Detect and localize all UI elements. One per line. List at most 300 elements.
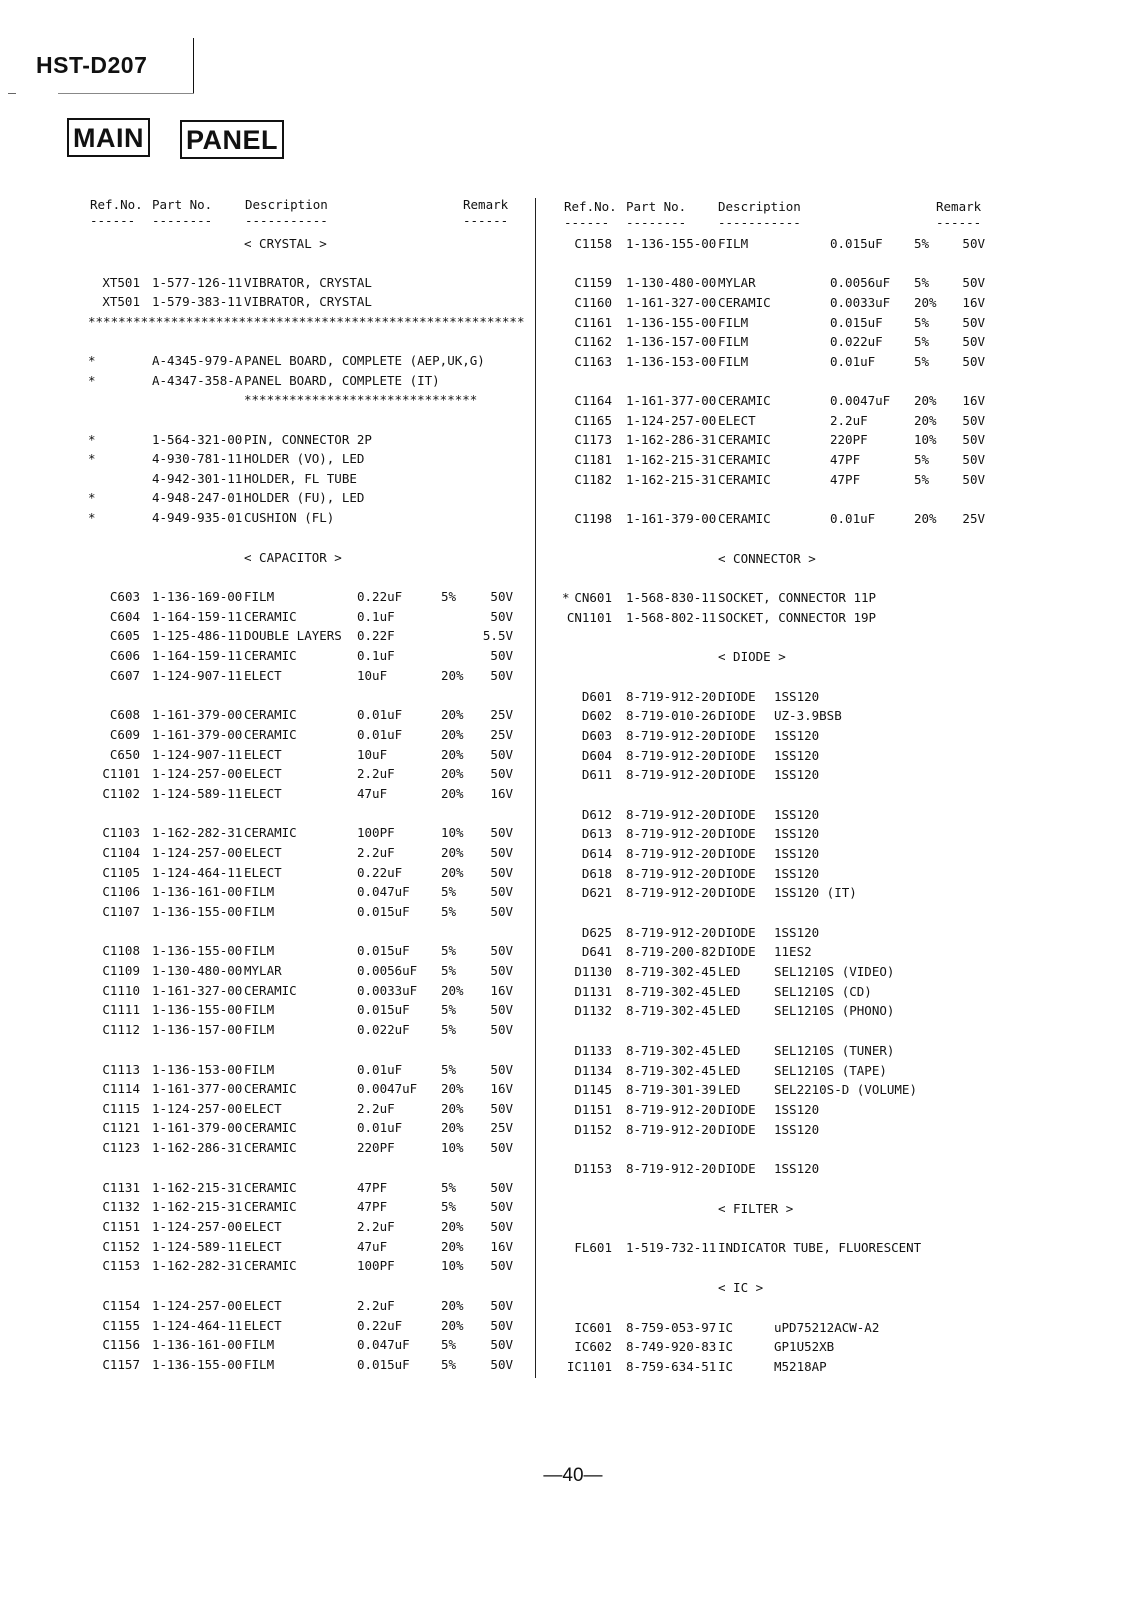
value: 2.2uF — [357, 1298, 395, 1313]
part-no: 8-719-302-45 — [626, 1043, 717, 1058]
section-heading — [536, 550, 1146, 568]
part-row — [536, 845, 1146, 863]
header-description: Description — [245, 197, 328, 212]
header-remark-rule: ------ — [936, 215, 982, 230]
part-row — [536, 1358, 1146, 1376]
tolerance: 10% — [914, 432, 937, 447]
header-part-rule: -------- — [626, 215, 687, 230]
ref-no: IC1101 — [566, 1359, 612, 1374]
part-no: 8-719-912-20 — [626, 689, 717, 704]
ref-no: C1121 — [102, 1120, 140, 1135]
description: HOLDER (FU), LED — [244, 490, 365, 505]
ref-no: C1103 — [102, 825, 140, 840]
value: 2.2uF — [830, 413, 868, 428]
value: 0.015uF — [357, 904, 410, 919]
part-row — [0, 489, 1146, 507]
ref-no: C1109 — [102, 963, 140, 978]
ref-no: IC602 — [574, 1339, 612, 1354]
part-row — [0, 627, 1146, 645]
new-part-mark: * — [88, 432, 96, 447]
description: ELECT — [244, 668, 282, 683]
ref-no: D614 — [581, 846, 612, 861]
tolerance: 5% — [914, 334, 930, 349]
part-no: 1-124-589-11 — [152, 1239, 243, 1254]
part-no: 8-719-302-45 — [626, 984, 717, 999]
part-no: 1-577-126-11 — [152, 275, 243, 290]
ref-no: C608 — [109, 707, 140, 722]
part-row — [536, 1042, 1146, 1060]
value: 0.015uF — [357, 1002, 410, 1017]
part-no: 1-130-480-00 — [626, 275, 717, 290]
ref-no: C1156 — [102, 1337, 140, 1352]
header-ref-no: Ref.No. — [564, 199, 617, 214]
ref-no: XT501 — [102, 294, 140, 309]
part-no: 1-162-215-31 — [626, 472, 717, 487]
description: DIODE — [718, 807, 756, 822]
ref-no: FL601 — [574, 1240, 612, 1255]
section-label: < DIODE > — [718, 649, 786, 664]
ref-no: D1145 — [574, 1082, 612, 1097]
description: LED — [718, 1063, 741, 1078]
voltage: 50V — [962, 315, 985, 330]
ref-no: D602 — [581, 708, 612, 723]
part-row — [536, 806, 1146, 824]
part-row — [536, 884, 1146, 902]
value: 100PF — [357, 825, 395, 840]
description: DIODE — [718, 826, 756, 841]
description: IC — [718, 1339, 734, 1354]
description: ELECT — [244, 845, 282, 860]
description: CERAMIC — [244, 1120, 297, 1135]
component-type: SEL1210S (TUNER) — [774, 1043, 895, 1058]
part-row — [536, 924, 1146, 942]
part-row — [536, 333, 1146, 351]
tolerance: 20% — [441, 1318, 464, 1333]
ref-no: D641 — [581, 944, 612, 959]
voltage: 16V — [962, 393, 985, 408]
voltage: 50V — [490, 609, 513, 624]
part-row — [536, 707, 1146, 725]
part-no: A-4347-358-A — [152, 373, 243, 388]
value: 0.01uF — [830, 511, 876, 526]
description: CERAMIC — [244, 727, 297, 742]
ref-no: D1133 — [574, 1043, 612, 1058]
voltage: 50V — [490, 1002, 513, 1017]
part-row — [0, 1179, 1146, 1197]
part-no: 1-161-379-00 — [152, 707, 243, 722]
value: 0.0033uF — [830, 295, 891, 310]
ref-no: C1104 — [102, 845, 140, 860]
ref-no: C1132 — [102, 1199, 140, 1214]
value: 47PF — [357, 1199, 388, 1214]
part-row — [536, 1002, 1146, 1020]
part-no: 8-719-912-20 — [626, 767, 717, 782]
part-no: 1-161-327-00 — [152, 983, 243, 998]
value: 0.015uF — [830, 315, 883, 330]
part-row — [536, 865, 1146, 883]
component-type: uPD75212ACW-A2 — [774, 1320, 880, 1335]
tolerance: 20% — [441, 1120, 464, 1135]
part-no: 1-124-907-11 — [152, 668, 243, 683]
voltage: 16V — [490, 1239, 513, 1254]
value: 2.2uF — [357, 845, 395, 860]
voltage: 50V — [490, 884, 513, 899]
part-no: 1-124-257-00 — [152, 845, 243, 860]
voltage: 50V — [490, 963, 513, 978]
part-no: 8-719-912-20 — [626, 748, 717, 763]
description: DIODE — [718, 1102, 756, 1117]
part-no: 8-719-912-20 — [626, 1161, 717, 1176]
ref-no: D1130 — [574, 964, 612, 979]
voltage: 50V — [490, 648, 513, 663]
tolerance: 5% — [441, 1357, 457, 1372]
header-part-no: Part No. — [626, 199, 687, 214]
part-no: 1-130-480-00 — [152, 963, 243, 978]
title-box-main: MAIN — [67, 118, 150, 157]
tolerance: 20% — [914, 413, 937, 428]
ref-no: C1111 — [102, 1002, 140, 1017]
ref-no: D1134 — [574, 1063, 612, 1078]
tolerance: 5% — [441, 963, 457, 978]
value: 0.015uF — [357, 1357, 410, 1372]
description: DIODE — [718, 1122, 756, 1137]
ref-no: C1173 — [574, 432, 612, 447]
new-part-mark: * — [562, 590, 570, 605]
value: 0.01uF — [357, 1120, 403, 1135]
voltage: 50V — [962, 452, 985, 467]
component-type: M5218AP — [774, 1359, 827, 1374]
voltage: 50V — [490, 845, 513, 860]
section-label: < FILTER > — [718, 1201, 794, 1216]
description: DIODE — [718, 846, 756, 861]
component-type: 1SS120 — [774, 866, 820, 881]
part-no: 1-564-321-00 — [152, 432, 243, 447]
section-label: < CAPACITOR > — [244, 550, 342, 565]
part-no: 8-749-920-83 — [626, 1339, 717, 1354]
value: 2.2uF — [357, 1219, 395, 1234]
voltage: 50V — [490, 1022, 513, 1037]
component-type: 1SS120 — [774, 1102, 820, 1117]
voltage: 16V — [962, 295, 985, 310]
description: ELECT — [244, 1318, 282, 1333]
description: CERAMIC — [244, 1140, 297, 1155]
part-row — [536, 471, 1146, 489]
description: IC — [718, 1320, 734, 1335]
part-row — [536, 825, 1146, 843]
ref-no: C1153 — [102, 1258, 140, 1273]
value: 0.22F — [357, 628, 395, 643]
description: FILM — [244, 1022, 275, 1037]
tolerance: 5% — [441, 1180, 457, 1195]
description: ELECT — [244, 1239, 282, 1254]
description: FILM — [718, 236, 749, 251]
ref-no: C1160 — [574, 295, 612, 310]
component-type: GP1U52XB — [774, 1339, 835, 1354]
description: ELECT — [244, 1219, 282, 1234]
new-part-mark: * — [88, 510, 96, 525]
voltage: 16V — [490, 786, 513, 801]
separator-stars: ********************************************************** — [88, 314, 525, 329]
description: CERAMIC — [718, 393, 771, 408]
voltage: 50V — [490, 1298, 513, 1313]
ref-no: C1123 — [102, 1140, 140, 1155]
voltage: 25V — [490, 1120, 513, 1135]
part-no: 1-136-161-00 — [152, 1337, 243, 1352]
part-no: 1-568-830-11 — [626, 590, 717, 605]
voltage: 50V — [962, 354, 985, 369]
part-no: A-4345-979-A — [152, 353, 243, 368]
tolerance: 5% — [914, 275, 930, 290]
description: DIODE — [718, 944, 756, 959]
ref-no: D1152 — [574, 1122, 612, 1137]
value: 0.022uF — [357, 1022, 410, 1037]
part-no: 8-759-634-51 — [626, 1359, 717, 1374]
description: FILM — [718, 354, 749, 369]
tolerance: 20% — [441, 1239, 464, 1254]
part-row — [536, 1101, 1146, 1119]
voltage: 50V — [490, 747, 513, 762]
component-type: 1SS120 — [774, 767, 820, 782]
description: SOCKET, CONNECTOR 19P — [718, 610, 877, 625]
voltage: 50V — [962, 472, 985, 487]
tolerance: 20% — [441, 1298, 464, 1313]
part-no: 4-948-247-01 — [152, 490, 243, 505]
description: DIODE — [718, 885, 756, 900]
part-row — [536, 235, 1146, 253]
value: 47PF — [357, 1180, 388, 1195]
header-rule-vertical — [193, 38, 194, 94]
component-type: 1SS120 — [774, 728, 820, 743]
part-row — [536, 963, 1146, 981]
description: VIBRATOR, CRYSTAL — [244, 294, 372, 309]
ref-no: C1163 — [574, 354, 612, 369]
tolerance: 5% — [441, 943, 457, 958]
description: CERAMIC — [244, 609, 297, 624]
tolerance: 10% — [441, 1258, 464, 1273]
part-no: 1-162-286-31 — [626, 432, 717, 447]
value: 47uF — [357, 1239, 388, 1254]
header-part-rule: -------- — [152, 213, 213, 228]
ref-no: C1110 — [102, 983, 140, 998]
ref-no: C1164 — [574, 393, 612, 408]
part-no: 1-161-377-00 — [152, 1081, 243, 1096]
part-row — [536, 1062, 1146, 1080]
header-remark: Remark — [936, 199, 982, 214]
part-no: 1-161-379-00 — [626, 511, 717, 526]
part-row — [0, 1218, 1146, 1236]
tolerance: 20% — [914, 393, 937, 408]
part-no: 8-719-912-20 — [626, 1122, 717, 1137]
part-no: 8-719-200-82 — [626, 944, 717, 959]
model-number: HST-D207 — [36, 52, 148, 78]
part-no: 1-161-379-00 — [152, 727, 243, 742]
value: 0.015uF — [357, 943, 410, 958]
ref-no: IC601 — [574, 1320, 612, 1335]
part-no: 1-124-257-00 — [152, 766, 243, 781]
ref-no: C1114 — [102, 1081, 140, 1096]
tolerance: 5% — [441, 884, 457, 899]
part-no: 4-949-935-01 — [152, 510, 243, 525]
part-no: 8-719-912-20 — [626, 1102, 717, 1117]
tolerance: 5% — [441, 1337, 457, 1352]
part-no: 4-930-781-11 — [152, 451, 243, 466]
voltage: 50V — [490, 1337, 513, 1352]
voltage: 50V — [490, 1140, 513, 1155]
header-ref-no: Ref.No. — [90, 197, 143, 212]
part-row — [536, 392, 1146, 410]
section-label: < CONNECTOR > — [718, 551, 816, 566]
tolerance: 20% — [441, 786, 464, 801]
component-type: 1SS120 — [774, 1161, 820, 1176]
part-no: 1-161-377-00 — [626, 393, 717, 408]
description: CERAMIC — [244, 825, 297, 840]
header-desc-rule: ----------- — [718, 215, 801, 230]
tolerance: 20% — [441, 865, 464, 880]
description: FILM — [244, 943, 275, 958]
part-row — [536, 353, 1146, 371]
part-no: 8-719-912-20 — [626, 826, 717, 841]
voltage: 50V — [490, 1357, 513, 1372]
part-no: 1-568-802-11 — [626, 610, 717, 625]
value: 0.0056uF — [357, 963, 418, 978]
tolerance: 5% — [441, 1199, 457, 1214]
tolerance: 10% — [441, 1140, 464, 1155]
part-no: 1-136-155-00 — [152, 1002, 243, 1017]
value: 2.2uF — [357, 766, 395, 781]
tolerance: 5% — [441, 1062, 457, 1077]
description: FILM — [244, 589, 275, 604]
part-no: 1-579-383-11 — [152, 294, 243, 309]
part-row — [0, 1257, 1146, 1275]
description: PIN, CONNECTOR 2P — [244, 432, 372, 447]
part-no: 1-124-464-11 — [152, 1318, 243, 1333]
part-no: 1-124-589-11 — [152, 786, 243, 801]
description: FILM — [718, 334, 749, 349]
ref-no: D612 — [581, 807, 612, 822]
component-type: 1SS120 (IT) — [774, 885, 857, 900]
part-no: 1-162-215-31 — [152, 1199, 243, 1214]
voltage: 25V — [490, 707, 513, 722]
voltage: 25V — [962, 511, 985, 526]
header-remark-rule: ------ — [463, 213, 509, 228]
tolerance: 20% — [441, 707, 464, 722]
ref-no: D601 — [581, 689, 612, 704]
description: IC — [718, 1359, 734, 1374]
value: 0.01uF — [357, 1062, 403, 1077]
ref-no: C1161 — [574, 315, 612, 330]
part-row — [0, 1139, 1146, 1157]
description: DIODE — [718, 925, 756, 940]
value: 0.0047uF — [830, 393, 891, 408]
description: CERAMIC — [244, 707, 297, 722]
part-no: 1-124-257-00 — [152, 1101, 243, 1116]
section-heading — [536, 1200, 1146, 1218]
description: CERAMIC — [244, 1180, 297, 1195]
ref-no: C1162 — [574, 334, 612, 349]
ref-no: D611 — [581, 767, 612, 782]
tolerance: 5% — [441, 1022, 457, 1037]
component-type: 11ES2 — [774, 944, 812, 959]
header-rule-horizontal — [58, 93, 194, 94]
header-description: Description — [718, 199, 801, 214]
description: CERAMIC — [244, 1258, 297, 1273]
new-part-mark: * — [88, 353, 96, 368]
section-heading — [536, 1279, 1146, 1297]
ref-no: D1153 — [574, 1161, 612, 1176]
ref-no: C1181 — [574, 452, 612, 467]
part-no: 1-136-169-00 — [152, 589, 243, 604]
ref-no: C1198 — [574, 511, 612, 526]
part-no: 8-719-301-39 — [626, 1082, 717, 1097]
component-type: SEL2210S-D (VOLUME) — [774, 1082, 917, 1097]
tolerance: 20% — [914, 511, 937, 526]
description: PANEL BOARD, COMPLETE (AEP,UK,G) — [244, 353, 485, 368]
description: HOLDER, FL TUBE — [244, 471, 357, 486]
scan-mark — [8, 93, 16, 94]
part-no: 1-136-155-00 — [626, 236, 717, 251]
part-no: 8-719-302-45 — [626, 1063, 717, 1078]
part-row — [536, 609, 1146, 627]
description: HOLDER (VO), LED — [244, 451, 365, 466]
part-no: 1-161-379-00 — [152, 1120, 243, 1135]
tolerance: 5% — [441, 589, 457, 604]
description: ELECT — [244, 786, 282, 801]
description: DIODE — [718, 866, 756, 881]
voltage: 50V — [490, 1258, 513, 1273]
tolerance: 20% — [914, 295, 937, 310]
description: ELECT — [244, 1298, 282, 1313]
part-row — [536, 1338, 1146, 1356]
ref-no: CN601 — [574, 590, 612, 605]
part-no: 1-162-215-31 — [626, 452, 717, 467]
value: 47PF — [830, 472, 861, 487]
ref-no: D625 — [581, 925, 612, 940]
part-row — [536, 943, 1146, 961]
component-type: 1SS120 — [774, 748, 820, 763]
new-part-mark: * — [88, 490, 96, 505]
component-type: SEL1210S (CD) — [774, 984, 872, 999]
tolerance: 20% — [441, 845, 464, 860]
value: 0.22uF — [357, 865, 403, 880]
voltage: 25V — [490, 727, 513, 742]
part-no: 8-719-010-26 — [626, 708, 717, 723]
description: LED — [718, 1082, 741, 1097]
description: DIODE — [718, 708, 756, 723]
description: DOUBLE LAYERS — [244, 628, 342, 643]
description: CERAMIC — [244, 1199, 297, 1214]
ref-no: C1113 — [102, 1062, 140, 1077]
value: 0.1uF — [357, 609, 395, 624]
component-type: 1SS120 — [774, 846, 820, 861]
part-no: 1-124-257-00 — [626, 413, 717, 428]
description: DIODE — [718, 689, 756, 704]
description: FILM — [244, 1062, 275, 1077]
part-no: 1-124-907-11 — [152, 747, 243, 762]
part-row — [536, 1160, 1146, 1178]
ref-no: C1157 — [102, 1357, 140, 1372]
part-no: 1-136-153-00 — [152, 1062, 243, 1077]
tolerance: 5% — [441, 904, 457, 919]
description: ELECT — [244, 766, 282, 781]
description: LED — [718, 1043, 741, 1058]
ref-no: C1151 — [102, 1219, 140, 1234]
component-type: UZ-3.9BSB — [774, 708, 842, 723]
description: CERAMIC — [718, 295, 771, 310]
header-ref-rule: ------ — [90, 213, 136, 228]
ref-no: C604 — [109, 609, 140, 624]
description: INDICATOR TUBE, FLUORESCENT — [718, 1240, 922, 1255]
ref-no: C1106 — [102, 884, 140, 899]
